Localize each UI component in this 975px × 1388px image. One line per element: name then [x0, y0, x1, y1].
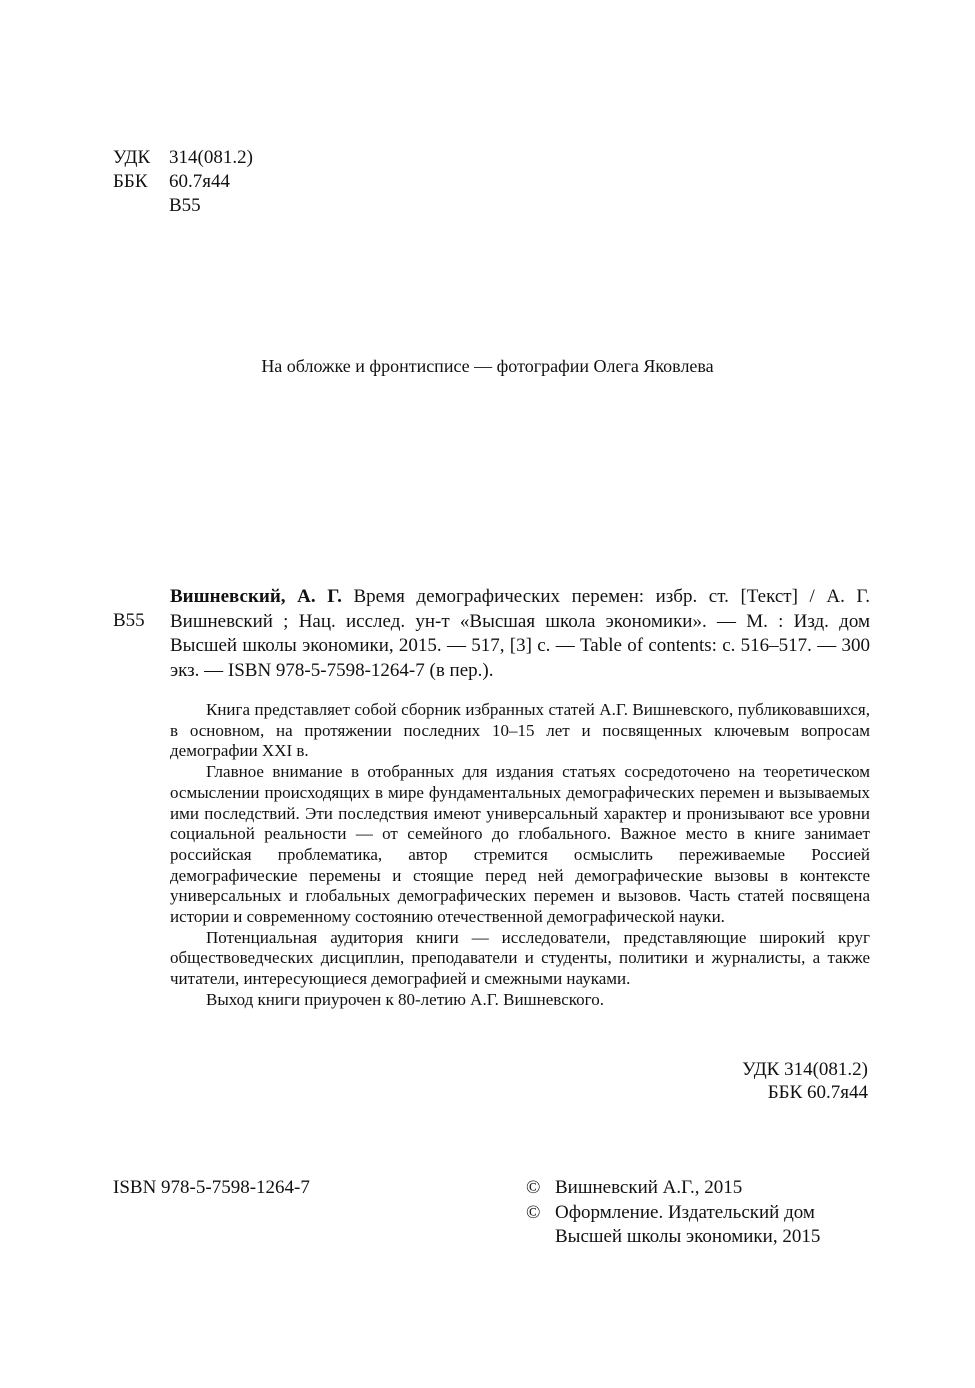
author-mark-row [113, 194, 253, 218]
bbk-code: ББК 60.7я44 [767, 1082, 868, 1103]
udk-row [113, 146, 253, 170]
author-mark: В55 [113, 610, 145, 631]
annotation-paragraph: Книга представляет собой сборник избранных статей А.Г. Вишневского, публиковавшихся, в основном, на протяжении последних 10–15 лет и посвященных ключевым вопросам демографии XXI в. [170, 700, 870, 761]
copyright-icon: © [526, 1177, 541, 1198]
classification-codes-bottom [742, 1058, 868, 1104]
copyright-icon: © [526, 1201, 541, 1223]
annotation-paragraph: Выход книги приурочен к 80-летию А.Г. Вишневского. [206, 989, 604, 1009]
author-mark-top: В55 [169, 195, 201, 216]
udk-label: УДК [113, 147, 151, 168]
copyright-block [526, 1176, 820, 1250]
copyright-design [526, 1201, 820, 1226]
bib-author: Вишневский, А. Г. [170, 586, 342, 607]
annotation-paragraph: Главное внимание в отобранных для издания статьях сосредоточено на теоретическом осмыслении происходящих в мире фундаментальных демографических перемен и вызываемых ими последствий. Эти последствия имеют универсальный характер и пронизывают все уровни социальной реальности — от семейного до глобального. Важное место в книге занимает российская проблематика, автор стремится осмыслить переживаемые Россией демографические перемены и стоящие перед ней демографические вызовы в контексте универсальных и глобальных демографических перемен и вызовов. Часть статей посвящена истории и современному состоянию отечественной демографической науки. [170, 762, 870, 927]
copyright-line-2: Оформление. Издательский дом [555, 1201, 815, 1223]
classification-block [113, 146, 253, 218]
udk-value: 314(081.2) [169, 147, 253, 168]
copyright-line-3: Высшей школы экономики, 2015 [555, 1226, 821, 1247]
bib-description: Время демографических перемен: избр. ст. [Текст] / А. Г. Вишневский ; Нац. исслед. ун-т «Высшая школа экономики». — М. : Изд. дом Высшей школы экономики, 2015. — 517, [3] с. — Table of contents: с. 516–517. — 300 экз. — ISBN 978-5-7598-1264-7 (в пер.). [170, 586, 870, 681]
annotation [170, 700, 870, 1011]
bbk-label: ББК [113, 171, 148, 192]
copyright-line-1: Вишневский А.Г., 2015 [555, 1177, 743, 1198]
annotation-paragraph: Потенциальная аудитория книги — исследователи, представляющие широкий круг обществоведческих дисциплин, преподаватели и студенты, политики и журналисты, а также читатели, интересующиеся демографией и смежными науками. [170, 927, 870, 989]
udk-code: УДК 314(081.2) [742, 1059, 868, 1080]
isbn: ISBN 978-5-7598-1264-7 [113, 1177, 310, 1198]
copyright-author [526, 1176, 820, 1201]
cover-photo-note: На обложке и фронтисписе — фотографии Олега Яковлева [261, 356, 714, 376]
bbk-value: 60.7я44 [169, 171, 230, 192]
bbk-row [113, 170, 253, 194]
bibliographic-record [170, 585, 870, 683]
